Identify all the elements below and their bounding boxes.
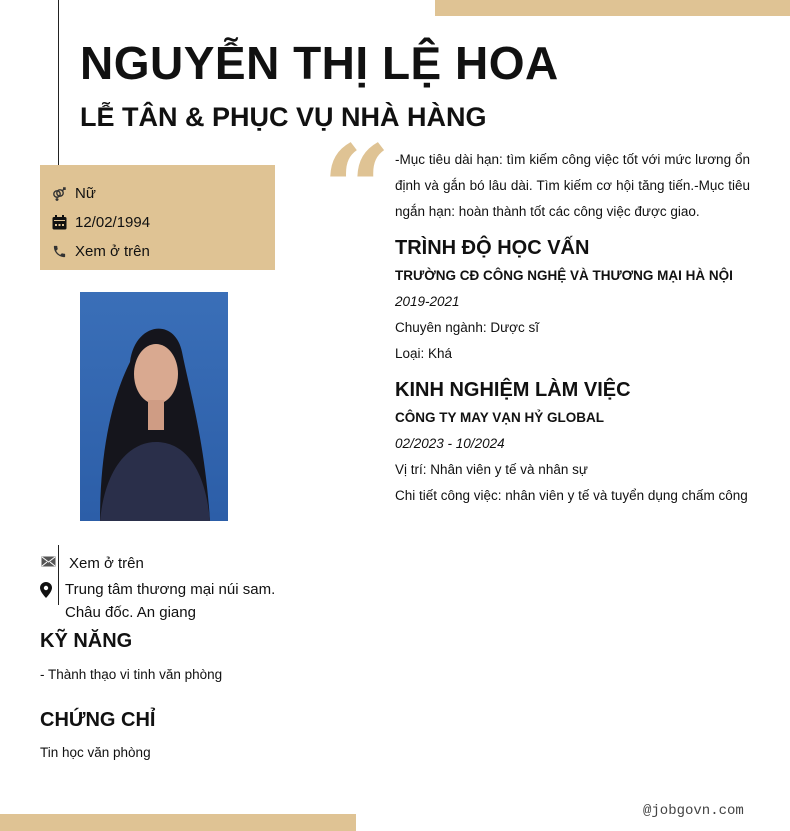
education-heading: TRÌNH ĐỘ HỌC VẤN: [395, 237, 590, 259]
contact-section: [40, 552, 280, 627]
skills-heading: KỸ NĂNG: [40, 630, 133, 652]
calendar-icon: [50, 215, 68, 230]
skills-text: - Thành thạo vi tinh văn phòng: [40, 667, 223, 682]
map-pin-icon: [40, 578, 52, 624]
email-row: [40, 552, 280, 575]
profile-photo: [80, 292, 228, 521]
experience-position: Vị trí: Nhân viên y tế và nhân sự: [395, 462, 588, 477]
experience-company: CÔNG TY MAY VẠN HỶ GLOBAL: [395, 410, 605, 425]
gender-row: [50, 179, 275, 208]
phone-row: [50, 237, 275, 266]
certificates-heading: CHỨNG CHỈ: [40, 709, 156, 731]
career-objective: -Mục tiêu dài hạn: tìm kiếm công việc tốt với mức lương ổn định và gắn bó lâu dài. Tìm kiếm cơ hội tăng tiến.-Mục tiêu ngắn hạn: hoàn thành tốt các công việc được giao.: [395, 152, 750, 219]
birthday-row: [50, 208, 275, 237]
envelope-icon: [40, 552, 56, 575]
candidate-name: NGUYỄN THỊ LỆ HOA: [80, 37, 559, 89]
phone-icon: [50, 244, 68, 259]
birthday-value: 12/02/1994: [75, 214, 151, 231]
certificates-text: Tin học văn phòng: [40, 745, 151, 760]
email-value: Xem ở trên: [69, 555, 144, 572]
address-value: Trung tâm thương mại núi sam. Châu đốc. An giang: [65, 581, 276, 621]
job-title: LỄ TÂN & PHỤC VỤ NHÀ HÀNG: [80, 102, 487, 132]
experience-period: 02/2023 - 10/2024: [395, 436, 505, 451]
education-major: Chuyên ngành: Dược sĩ: [395, 320, 539, 335]
divider-line: [58, 0, 59, 165]
education-period: 2019-2021: [395, 294, 460, 309]
education-school: TRƯỜNG CĐ CÔNG NGHỆ VÀ THƯƠNG MẠI HÀ NỘI: [395, 268, 733, 283]
experience-heading: KINH NGHIỆM LÀM VIỆC: [395, 379, 631, 401]
address-row: [40, 578, 280, 624]
gender-value: Nữ: [75, 185, 96, 202]
top-accent-bar: [435, 0, 790, 16]
gender-icon: [50, 186, 68, 202]
phone-value: Xem ở trên: [75, 243, 150, 260]
personal-info-box: [40, 165, 275, 270]
quote-icon: “: [322, 119, 392, 260]
watermark: @jobgovn.com: [643, 803, 744, 819]
bottom-accent-bar: [0, 814, 356, 831]
education-grade: Loại: Khá: [395, 346, 453, 361]
main-content: [395, 147, 750, 509]
experience-details: Chi tiết công việc: nhân viên y tế và tuyển dụng chấm công: [395, 488, 748, 503]
